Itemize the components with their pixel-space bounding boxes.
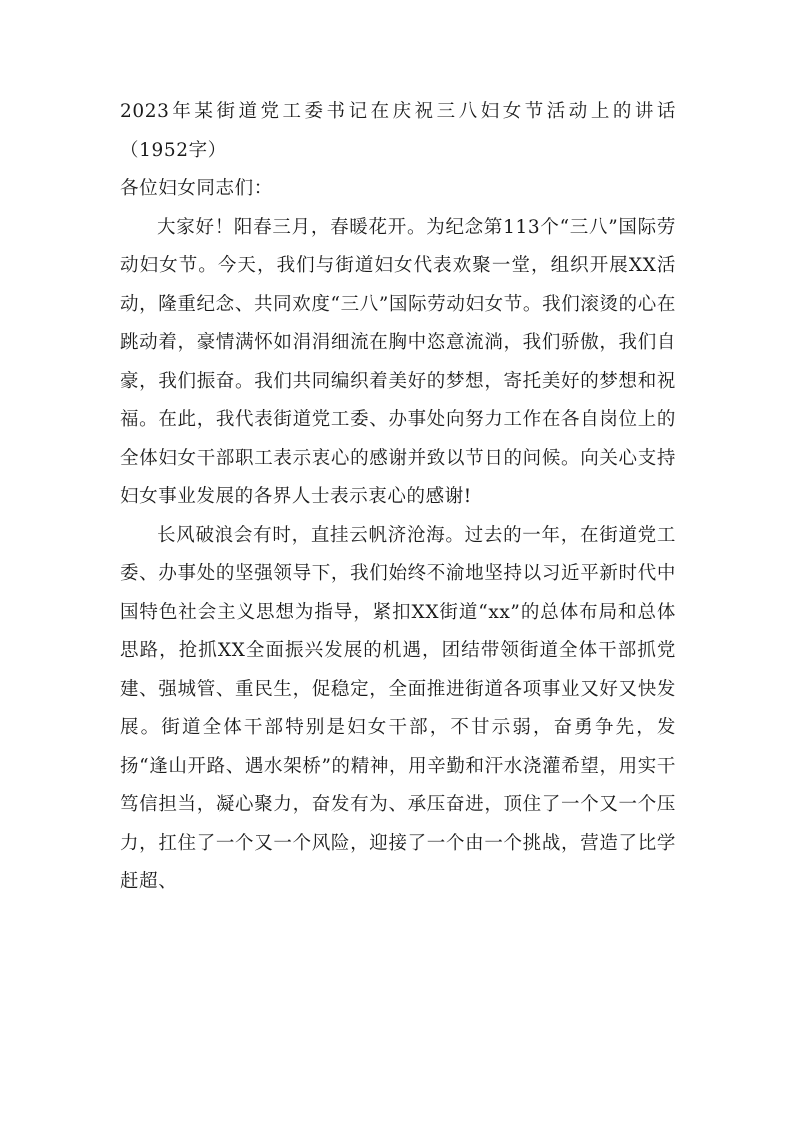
paragraph-greeting: 大家好！阳春三月，春暖花开。为纪念第113个“三八”国际劳动妇女节。今天，我们与街道妇女代表欢聚一堂，组织开展XX活动，隆重纪念、共同欢度“三八”国际劳动妇女节。我们滚烫的心在跳动着，豪情满怀如涓涓细流在胸中恣意流淌，我们骄傲，我们自豪，我们振奋。我们共同编织着美好的梦想，寄托美好的梦想和祝福。在此，我代表街道党工委、办事处向努力工作在各自岗位上的全体妇女干部职工表示衷心的感谢并致以节日的问候。向关心支持妇女事业发展的各界人士表示衷心的感谢! (120, 216, 676, 507)
document-title: 2023年某街道党工委书记在庆祝三八妇女节活动上的讲话（1952字） (120, 101, 676, 161)
paragraph-review: 长风破浪会有时，直挂云帆济沧海。过去的一年，在街道党工委、办事处的坚强领导下，我们始终不渝地坚持以习近平新时代中国特色社会主义思想为指导，紧扣XX街道“xx”的总体布局和总体思路，抢抓XX全面振兴发展的机遇，团结带领街道全体干部抓党建、强城管、重民生，促稳定，全面推进街道各项事业又好又快发展。街道全体干部特别是妇女干部，不甘示弱，奋勇争先，发扬“逢山开路、遇水架桥”的精神，用辛勤和汗水浇灌希望，用实干笃信担当，凝心聚力，奋发有为、承压奋进，顶住了一个又一个压力，扛住了一个又一个风险，迎接了一个由一个挑战，营造了比学赶超、 (120, 524, 676, 892)
document-body (120, 93, 676, 902)
salutation: 各位妇女同志们： (120, 178, 273, 199)
